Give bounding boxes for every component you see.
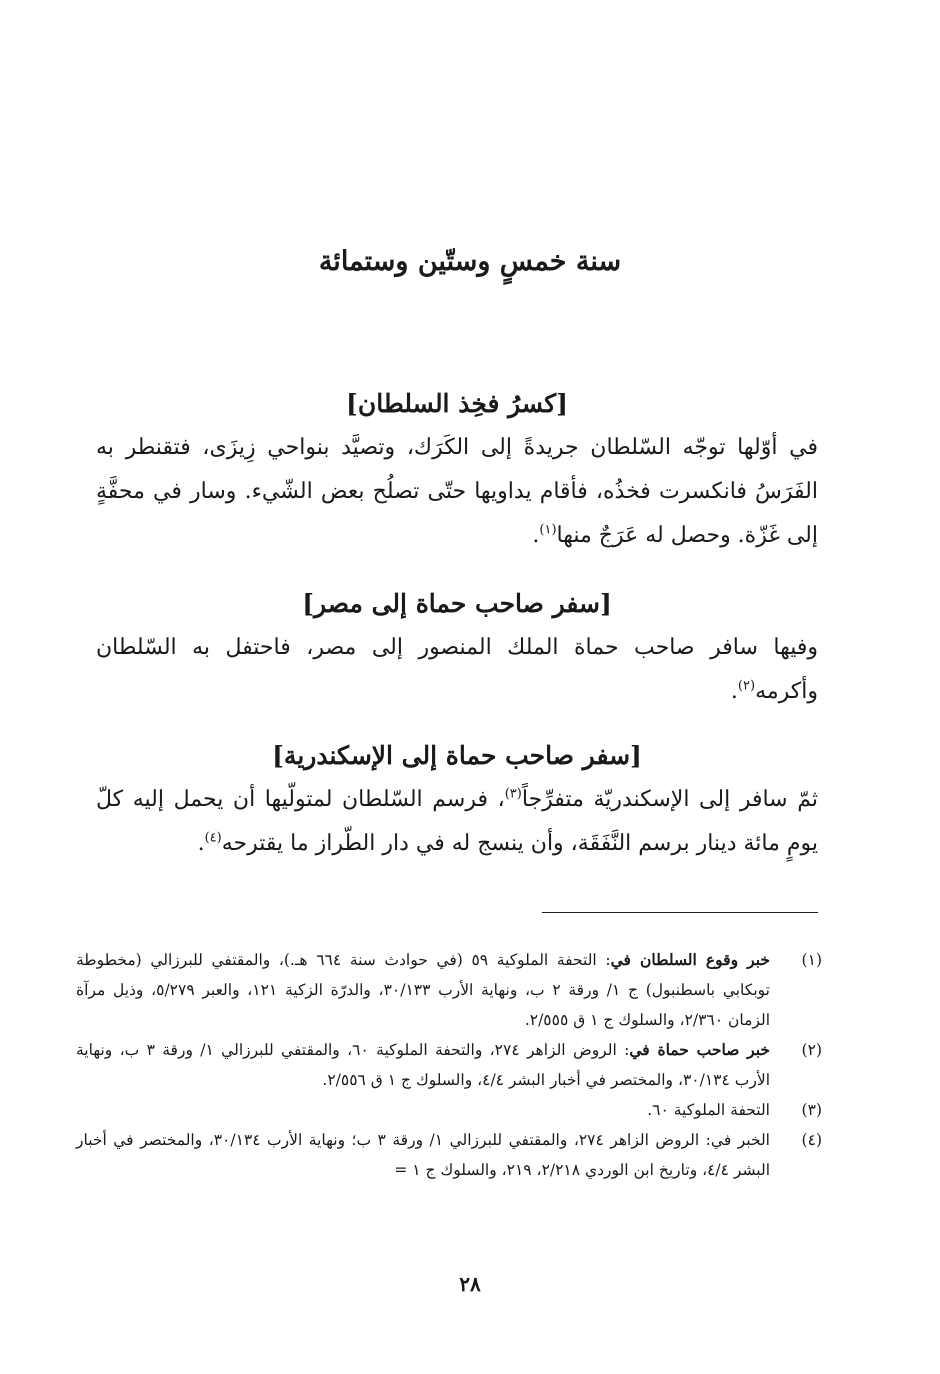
- footnote-divider: [542, 912, 818, 913]
- body-text: وفيها سافر صاحب حماة الملك المنصور إلى مصر، فاحتفل به السّلطان وأكرمه: [96, 635, 818, 704]
- section-hama-alexandria: [96, 734, 818, 866]
- footnote-item: [76, 1125, 822, 1185]
- sentence-end: .: [730, 679, 738, 704]
- body-text: في أوّلها توجّه السّلطان جريدةً إلى الكَرَك، وتصيَّد بنواحي زِيزَى، فتقنطر به الفَرَسُ فانكسرت فخذُه، فأقام يداويها حتّى تصلُح بعض الشّيء. وسار في محفَّةٍ إلى غَزّة. وحصل له عَرَجٌ منها: [96, 435, 818, 548]
- footnote-number: (١): [801, 951, 822, 969]
- section-body: [96, 626, 818, 714]
- section-body: [96, 426, 818, 558]
- body-text: ، فرسم السّلطان لمتولّيها أن يحمل إليه كلّ يومٍ مائة دينار برسم النَّفَقَة، وأن ينسج له في دار الطّراز ما يقترحه: [96, 787, 818, 856]
- section-body: [96, 778, 818, 866]
- footnote-text: [76, 945, 770, 1035]
- page-number: ٢٨: [459, 1272, 481, 1296]
- footnote-item: [76, 1035, 822, 1095]
- footnote-number: (٣): [801, 1101, 822, 1119]
- section-hama-egypt: [96, 582, 818, 714]
- footnote-ref[interactable]: (١): [539, 522, 557, 538]
- footnote-ref[interactable]: (٢): [737, 678, 756, 694]
- sentence-end: .: [532, 523, 540, 548]
- footnote-item: [76, 945, 822, 1035]
- section-heading: [كسرُ فخِذ السلطان]: [346, 389, 568, 418]
- footnote-lead: خبر وقوع السلطان في: [610, 950, 770, 969]
- footnotes-list: [76, 945, 822, 1185]
- footnote-lead: خبر صاحب حماة في: [629, 1040, 770, 1059]
- footnote-text: [76, 1095, 770, 1125]
- footnote-item: [76, 1095, 822, 1125]
- footnote-number: (٤): [801, 1131, 822, 1149]
- year-title: سنة خمسٍ وستّين وستمائة: [318, 246, 622, 277]
- footnote-body: : الروض الزاهر ٢٧٤، والتحفة الملوكية ٦٠، والمقتفي للبرزالي ١/ ورقة ٣ ب، ونهاية الأرب ٣٠/١٣٤، والمختصر في أخبار البشر ٤/٤، والسلوك ج ١ ق ٢/٥٥٦.: [76, 1041, 770, 1089]
- section-sultan-thigh: [96, 382, 818, 558]
- footnote-text: [76, 1125, 770, 1185]
- sentence-end: .: [197, 831, 205, 856]
- body-text: ثمّ سافر إلى الإسكندريّة متفرِّجاً: [521, 787, 818, 812]
- footnote-text: [76, 1035, 770, 1095]
- section-heading: [سفر صاحب حماة إلى الإسكندرية]: [272, 741, 642, 770]
- footnote-body: التحفة الملوكية ٦٠.: [647, 1101, 770, 1119]
- footnote-body: الخبر في: الروض الزاهر ٢٧٤، والمقتفي للبرزالي ١/ ورقة ٣ ب؛ ونهاية الأرب ٣٠/١٣٤، والمختصر في أخبار البشر ٤/٤، وتاريخ ابن الوردي ٢/٢١٨، ٢١٩، والسلوك ج ١ =: [76, 1131, 770, 1179]
- section-heading: [سفر صاحب حماة إلى مصر]: [302, 589, 612, 618]
- footnote-body: : التحفة الملوكية ٥٩ (في حوادث سنة ٦٦٤ هـ.)، والمقتفي للبرزالي (مخطوطة توبكابي باسطنبول) ج ١/ ورقة ٢ ب، ونهاية الأرب ٣٠/١٣٣، والدرّة الزكية ١٢١، والعبر ٥/٢٧٩، وذيل مرآة الزمان ٢/٣٦٠، والسلوك ج ١ ق ٢/٥٥٥.: [76, 951, 770, 1029]
- footnote-ref[interactable]: (٣): [504, 786, 522, 802]
- footnote-number: (٢): [801, 1041, 822, 1059]
- footnote-ref[interactable]: (٤): [204, 830, 222, 846]
